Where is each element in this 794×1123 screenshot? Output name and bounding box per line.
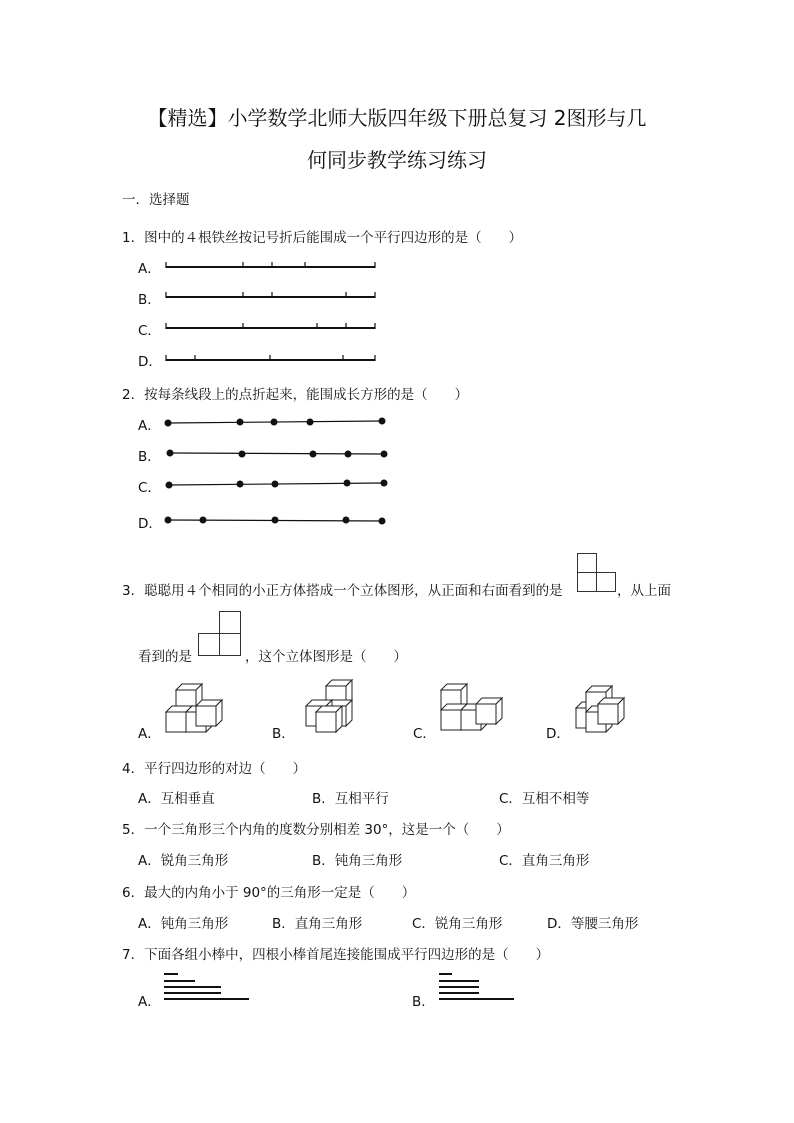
section-heading: 一．选择题	[122, 192, 190, 208]
question-2-text: 2．按每条线段上的点折起来，能围成长方形的是（ ）	[122, 387, 469, 403]
q1-option-c-label[interactable]: C．	[138, 323, 161, 339]
q6-option-d[interactable]: D．等腰三角形	[547, 916, 639, 932]
q7-option-a-label[interactable]: A．	[138, 994, 161, 1010]
question-3-text-b: ，从上面	[617, 583, 671, 599]
q7-option-b-label[interactable]: B．	[412, 994, 435, 1010]
question-1-text: 1．图中的４根铁丝按记号折后能围成一个平行四边形的是（ ）	[122, 230, 523, 246]
question-6-text: 6．最大的内角小于 90°的三角形一定是（ ）	[122, 885, 416, 901]
q7-sticks-b	[439, 974, 514, 999]
q6-option-c[interactable]: C．锐角三角形	[412, 916, 503, 932]
q2-option-d-label[interactable]: D．	[138, 516, 162, 532]
q1-option-d-label[interactable]: D．	[138, 354, 162, 370]
question-7-text: 7．下面各组小棒中，四根小棒首尾连接能围成平行四边形的是（ ）	[122, 947, 550, 963]
q6-option-a[interactable]: A．钝角三角形	[138, 916, 229, 932]
q3-option-b-label[interactable]: B．	[272, 726, 295, 742]
q3-option-c-label[interactable]: C．	[413, 726, 436, 742]
q2-option-a-label[interactable]: A．	[138, 418, 161, 434]
q6-option-b[interactable]: B．直角三角形	[272, 916, 363, 932]
page-title-line-2: 何同步教学练习练习	[307, 148, 487, 172]
q3-option-a-label[interactable]: A．	[138, 726, 161, 742]
q5-option-b[interactable]: B．钝角三角形	[312, 853, 403, 869]
q2-option-c-label[interactable]: C．	[138, 480, 161, 496]
q5-option-c[interactable]: C．直角三角形	[499, 853, 590, 869]
q1-option-a-label[interactable]: A．	[138, 261, 161, 277]
q3-option-d-label[interactable]: D．	[546, 726, 570, 742]
q2-option-b-label[interactable]: B．	[138, 449, 161, 465]
question-3-text-d: ，这个立体图形是（ ）	[245, 649, 407, 665]
question-3-text-a: 3．聪聪用４个相同的小正方体搭成一个立体图形，从正面和右面看到的是	[122, 583, 563, 599]
q4-option-b[interactable]: B．互相平行	[312, 791, 389, 807]
q7-sticks-a	[164, 974, 249, 999]
question-4-text: 4．平行四边形的对边（ ）	[122, 761, 307, 777]
q5-option-a[interactable]: A．锐角三角形	[138, 853, 229, 869]
question-3-text-c: 看到的是	[138, 649, 192, 665]
page-title-line-1: 【精选】小学数学北师大版四年级下册总复习 2图形与几	[147, 106, 647, 130]
q1-option-b-label[interactable]: B．	[138, 292, 161, 308]
question-5-text: 5．一个三角形三个内角的度数分别相差 30°，这是一个（ ）	[122, 822, 510, 838]
q4-option-a[interactable]: A．互相垂直	[138, 791, 215, 807]
q4-option-c[interactable]: C．互相不相等	[499, 791, 590, 807]
